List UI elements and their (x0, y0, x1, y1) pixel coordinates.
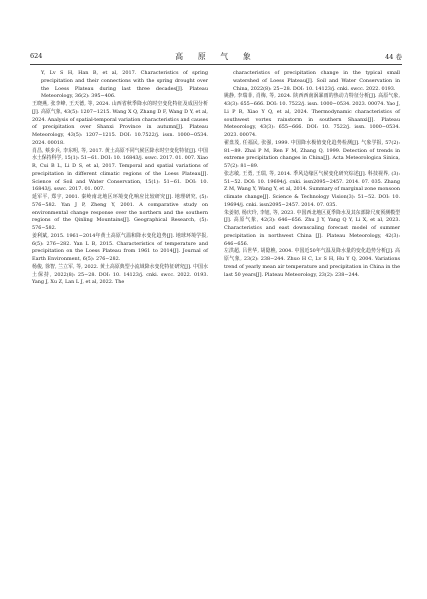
volume-label: 44 卷 (385, 53, 402, 61)
reference-entry: 张志敏, 王勇, 王瑞, 等, 2014. 季风边缘区气候变化研究综述[J]. 科技视界, (3): 51−52. DOI: 10. 19694/j. cnki. issn2095−2457. 2014. 07. 035. Zhang Z M, Wang Y, Wang Y, et al, 2014. Summary of marginal zone monsoon climate change[J]. Science & Technology Vision(3): 51−52. DOI: 10. 19694/j. cnki. issn2095−2457. 2014. 07. 035. (224, 170, 400, 208)
reference-entry: 延军平, 郑宇, 2001. 秦岭南北地区环境变化响应比较研究[J]. 地理研究, (5): 576−582. Yan J P, Zheng Y, 2001. A comparative study on environmental change response over the northern and the southern regions of the Qinling Mountains[J]. Geographical Research, (5): 576−582. (32, 194, 208, 231)
reference-entry: Y, Lv S H, Han B, et al, 2017. Characteristics of spring precipitation and their connections with the spring drought over the Loess Plateau during last three decades[J]. Plateau Meteorology, 36(2): 395−406. (41, 70, 208, 100)
page-number: 624 (30, 52, 43, 60)
reference-entry: 肖昌, 蔡步兵, 李东明, 等, 2017. 黄土高原不同气候区降水时空变化特征[J]. 中国水土保持科学, 15(1): 51−61. DOI: 10. 16843/j. sswc. 2017. 01. 007. Xiao R, Cui B L, Li D S, et al, 2017. Temporal and spatial variations of precipitation in different climatic regions of the Loess Plateau[J]. Science of Soil and Water Conservation, 15(1): 51−61. DOI: 10. 16843/j. sswc. 2017. 01. 007. (32, 147, 208, 193)
reference-entry: 姜利斌, 2015. 1961−2014年黄土高原气温和降水变化趋势[J]. 地球环境学报, 6(5): 276−282. Yan L B, 2015. Characteristics of temperature and precipitation on the Loess Plateau from 1961 to 2014[J]. Journal of Earth Environment, 6(5): 276−282. (32, 232, 208, 262)
running-header (30, 52, 402, 65)
reference-entry: characteristics of precipitation change in the typical small watershed of Loess Plateau[J]. Soil and Water Conservation in China, 2022(8): 25−28. DOI: 10. 14123/j. cnki. swcc. 2022. 0193. (233, 70, 400, 92)
reference-entry: 左洪超, 吕世华, 胡隐樵, 2004. 中国近50年气温及降水量的变化趋势分析[J]. 高原气象, 23(2): 238−244. Zhuo H C, Lv S H, Hu Y Q, 2004. Variations trend of yearly mean air temperature and precipitation in China in the last 50 years[J]. Plateau Meteorology, 23(2): 238−244. (224, 248, 400, 278)
reference-column-left (32, 70, 208, 287)
reference-entry: 翟盘茂, 任福民, 张强, 1999. 中国降水极值变化趋势检测[J]. 气象学报, 57(2): 81−89. Zhai P M, Ren F M, Zhang Q, 1999. Detection of trends in extreme precipitation changes in China[J]. Acta Meteorologica Sinica, 57(2): 81−89. (224, 139, 400, 169)
reference-entry: 姚静, 李瑞菲, 肖梅, 等, 2024. 陕西西南涡暴雨的热动力特征分析[J]. 高原气象, 43(3): 655−666. DOI: 10. 7522/j. issn. 1000−0534. 2023. 00074. Yao J, Li P R, Xiao Y Q, et al, 2024. Thermodynamic characteristics of southwest vortex rainstorm in southern Shaanxi[J]. Plateau Meteorology, 43(3): 655−666. DOI: 10. 7522/j. issn. 1000−0534. 2023. 00074. (224, 93, 401, 138)
reference-entry: 杨俊, 徐智, 兰立军, 等, 2022. 黄土高原典型小流域降水变化特征研究[J]. 中国水土保持, 2022(8): 25−28. DOI: 10. 14123/j. cnki. swcc. 2022. 0193. Yang J, Xu Z, Lan L J, et al, 2022. The (32, 263, 208, 286)
reference-column-right (224, 70, 400, 279)
reference-entry: 王晓燕, 张李峰, 王天德, 等, 2024. 山西省秋季降水的时空变化特征及成因分析[J]. 高原气象, 43(5): 1207−1215. Wang X Q, Zhang D F, Wang D Y, et al, 2024. Analysis of spatial-temporal variation characteristics and causes of precipitation over Shanxi Province in autumn[J]. Plateau Meteorology, 43(5): 1207−1215. DOI: 10.7522/j. issn. 1000−0534. 2024. 00018. (32, 101, 208, 146)
journal-title: 高 原 气 象 (175, 52, 257, 61)
reference-entry: 朱姜韧, 杨庆玲, 李旭, 等, 2023. 中国西北地区夏季降水及其东部降尺度预测模型[J]. 高原气象, 42(3): 646−656. Zhu J Y, Yang Q Y, Li X, et al, 2023. Characteristics and east downscaling forecast model of summer precipitation in northwest China [J]. Plateau Meteorology, 42(3): 646−656. (224, 209, 400, 247)
